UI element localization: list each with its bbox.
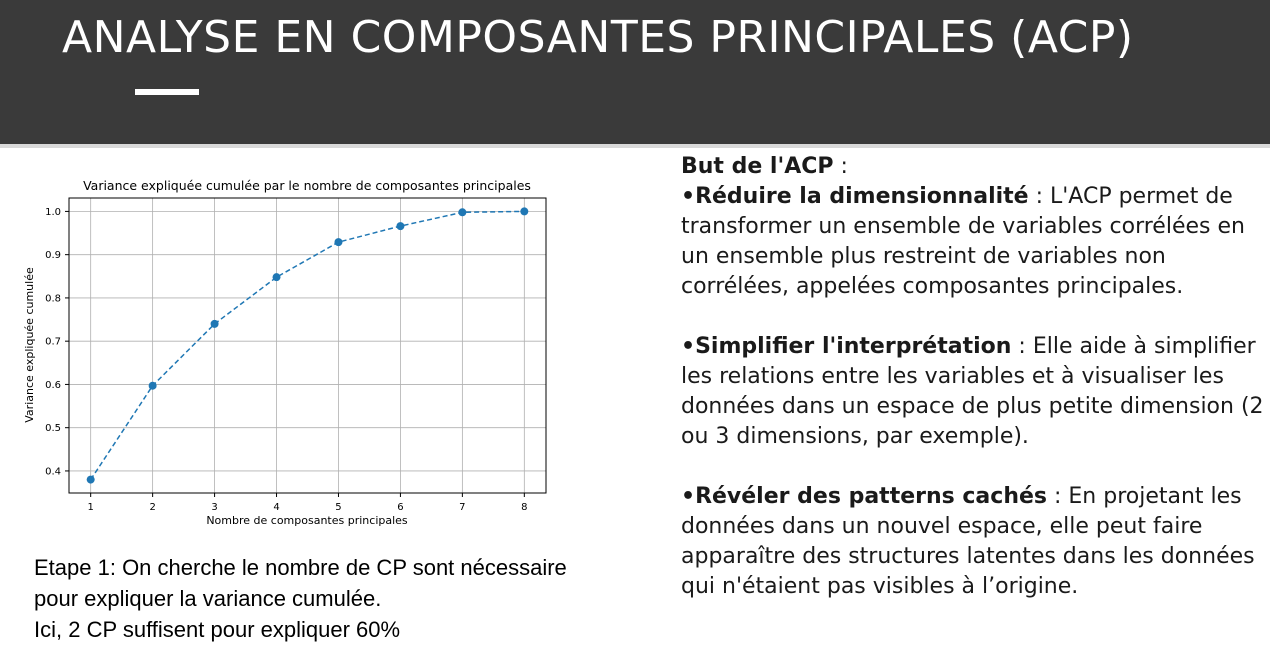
x-tick-label: 1	[87, 502, 94, 513]
goal-bullet: •	[681, 184, 696, 209]
y-tick-label: 0.6	[45, 379, 61, 391]
y-tick-label: 1.0	[45, 206, 61, 218]
data-point	[396, 222, 404, 230]
goals-heading-colon: :	[833, 154, 848, 179]
goal-text: : Elle aide à simplifier les relations entre les variables et à visualiser les données dans un espace de plus petite dimension (2 ou 3 dimensions, par exemple).	[681, 334, 1264, 449]
step-line-1: Etape 1: On cherche le nombre de CP sont nécessaire	[34, 555, 567, 580]
step-line-2: pour expliquer la variance cumulée.	[34, 586, 382, 611]
y-tick-label: 0.7	[45, 336, 61, 348]
goal-title: Révéler des patterns cachés	[695, 484, 1047, 509]
y-tick-label: 0.5	[45, 423, 61, 435]
y-axis-label: Variance expliquée cumulée	[23, 267, 36, 423]
goal-item	[681, 482, 1270, 602]
goal-bullet: •	[681, 334, 696, 359]
x-tick-label: 6	[397, 502, 404, 513]
step-line-3: Ici, 2 CP suffisent pour expliquer 60%	[34, 617, 401, 642]
series-line	[91, 211, 525, 479]
goal-title: Simplifier l'interprétation	[695, 334, 1012, 359]
header-divider	[0, 144, 1270, 148]
goal-item	[681, 332, 1270, 452]
data-point	[211, 320, 219, 328]
chart-grid	[69, 198, 546, 493]
acp-goals	[681, 152, 1270, 602]
y-tick-label: 0.9	[45, 250, 61, 262]
data-point	[334, 238, 342, 246]
y-tick-label: 0.8	[45, 293, 61, 305]
variance-chart	[20, 170, 560, 530]
title-underline	[135, 89, 199, 95]
x-tick-label: 5	[335, 502, 342, 513]
data-point	[273, 273, 281, 281]
data-point	[520, 207, 528, 215]
goal-text: : En projetant les données dans un nouvel espace, elle peut faire apparaître des structures latentes dans les données qui n'étaient pas visibles à l’origine.	[681, 484, 1255, 599]
x-tick-label: 3	[211, 502, 218, 513]
x-tick-label: 2	[149, 502, 156, 513]
goals-heading: But de l'ACP	[681, 154, 834, 179]
goal-text: : L'ACP permet de transformer un ensemble de variables corrélées en un ensemble plus restreint de variables non corrélées, appelées composantes principales.	[681, 184, 1245, 299]
x-tick-label: 7	[459, 502, 466, 513]
goal-item	[681, 182, 1270, 302]
goals-heading-line	[681, 152, 1270, 182]
x-tick-label: 4	[273, 502, 280, 513]
chart-ticks	[45, 207, 527, 513]
data-point	[149, 382, 157, 390]
goal-title: Réduire la dimensionnalité	[695, 184, 1029, 209]
plot-area-frame	[69, 198, 546, 493]
goal-bullet: •	[681, 484, 696, 509]
page-title: ANALYSE EN COMPOSANTES PRINCIPALES (ACP)	[62, 12, 1134, 63]
x-axis-label: Nombre de composantes principales	[206, 514, 408, 527]
data-point	[458, 208, 466, 216]
x-tick-label: 8	[521, 502, 528, 513]
step-explanation	[34, 552, 567, 645]
data-point	[87, 476, 95, 484]
y-tick-label: 0.4	[45, 466, 61, 478]
chart-title: Variance expliquée cumulée par le nombre de composantes principales	[83, 178, 531, 193]
